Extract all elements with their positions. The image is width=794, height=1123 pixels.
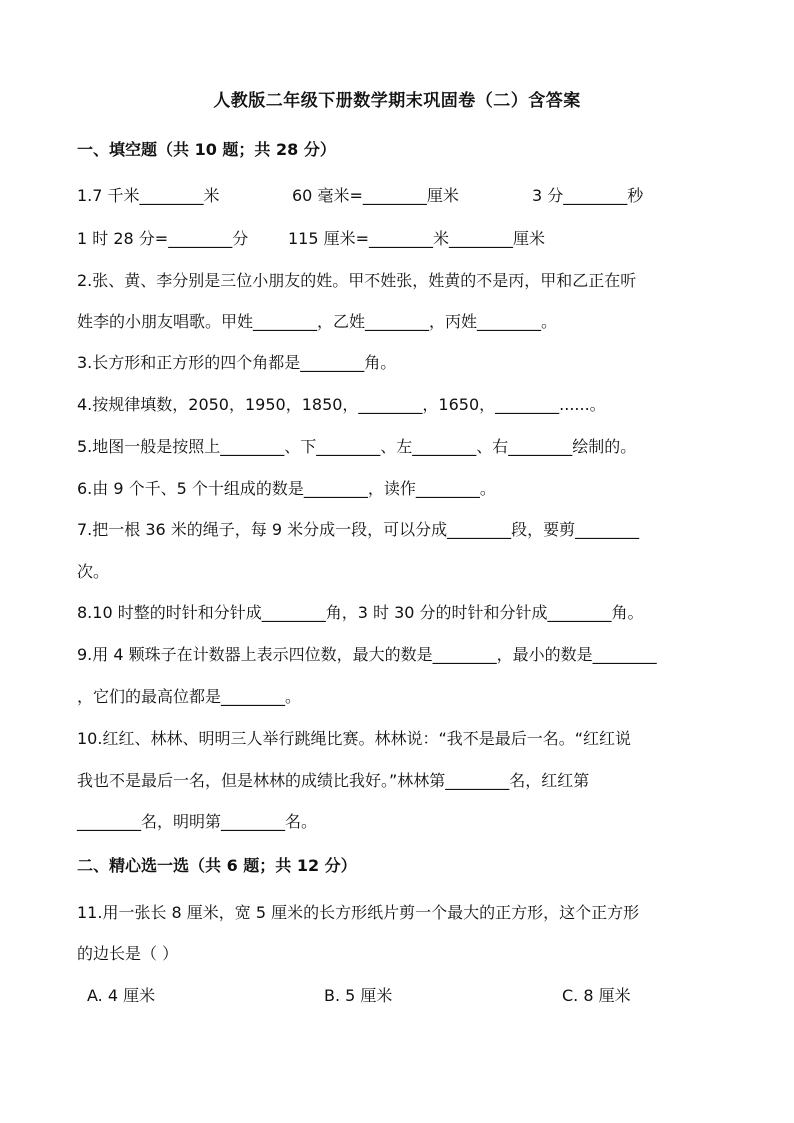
q5-text: 5.地图一般是按照上________、下________、左________、右________绘制的。: [77, 437, 637, 456]
q4-text: 4.按规律填数，2050，1950，1850，________，1650，________......。: [77, 395, 606, 414]
q1-part-b: 60 毫米=________厘米: [292, 186, 459, 205]
q1-part-e: 115 厘米=________米________厘米: [288, 229, 546, 248]
section-1-heading: 一、填空题（共 10 题；共 28 分）: [77, 140, 336, 159]
q8-text: 8.10 时整的时针和分针成________角，3 时 30 分的时针和分针成________角。: [77, 603, 644, 622]
page-title: 人教版二年级下册数学期末巩固卷（二）含答案: [213, 91, 581, 111]
q1-part-d: 1 时 28 分=________分: [77, 229, 249, 248]
q6-text: 6.由 9 个千、5 个十组成的数是________，读作________。: [77, 479, 496, 498]
q9-line-2: ，它们的最高位都是________。: [77, 687, 302, 706]
q7-line-1: 7.把一根 36 米的绳子，每 9 米分成一段，可以分成________段，要剪________: [77, 520, 640, 539]
q10-line-3: ________名，明明第________名。: [77, 812, 318, 831]
q11-option-a[interactable]: A. 4 厘米: [87, 986, 156, 1005]
q11-line-1: 11.用一张长 8 厘米，宽 5 厘米的长方形纸片剪一个最大的正方形，这个正方形: [77, 903, 640, 922]
q3-text: 3.长方形和正方形的四个角都是________角。: [77, 353, 397, 372]
q11-line-2: 的边长是（ ）: [77, 944, 179, 963]
q2-line-1: 2.张、黄、李分别是三位小朋友的姓。甲不姓张，姓黄的不是丙，甲和乙正在听: [77, 271, 637, 290]
q1-part-c: 3 分________秒: [532, 186, 644, 205]
q10-line-2: 我也不是最后一名，但是林林的成绩比我好。”林林第________名，红红第: [77, 771, 590, 790]
q11-option-c[interactable]: C. 8 厘米: [562, 986, 631, 1005]
q1-part-a: 1.7 千米________米: [77, 186, 220, 205]
q11-option-b[interactable]: B. 5 厘米: [324, 986, 393, 1005]
q9-line-1: 9.用 4 颗珠子在计数器上表示四位数，最大的数是________，最小的数是________: [77, 645, 657, 664]
q2-line-2: 姓李的小朋友唱歌。甲姓________，乙姓________，丙姓________。: [77, 312, 558, 331]
section-2-heading: 二、精心选一选（共 6 题；共 12 分）: [77, 856, 357, 875]
q10-line-1: 10.红红、林林、明明三人举行跳绳比赛。林林说：“我不是最后一名。“红红说: [77, 729, 632, 748]
q7-line-2: 次。: [77, 562, 110, 581]
